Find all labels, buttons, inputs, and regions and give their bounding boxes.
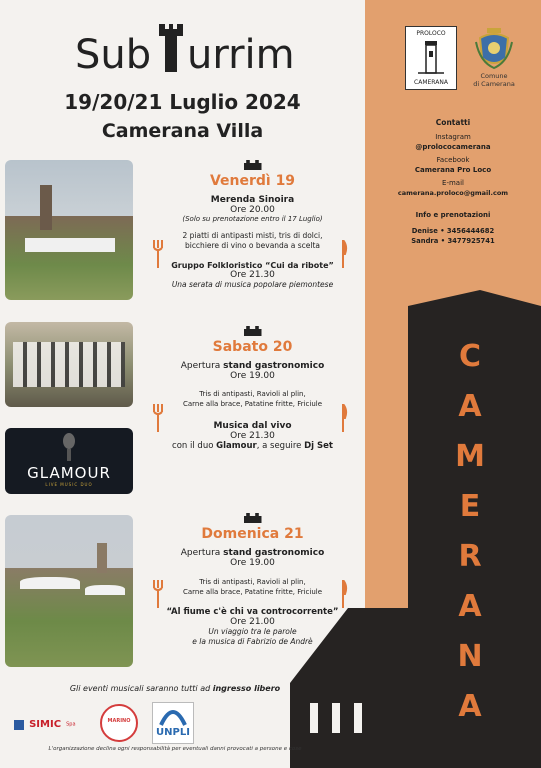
event-title bbox=[75, 32, 305, 82]
free-entry-bold: ingresso libero bbox=[212, 684, 281, 693]
sunday-event2-title: “Al fiume c'è chi va controcorrente” bbox=[166, 607, 339, 617]
glamour-text: GLAMOUR bbox=[27, 464, 111, 482]
fork-icon bbox=[153, 580, 163, 608]
fork-icon bbox=[153, 404, 163, 432]
glamour-logo bbox=[5, 428, 133, 494]
sunday-event2-time: Ore 21.00 bbox=[230, 617, 275, 627]
knife-icon bbox=[338, 404, 348, 432]
friday-photo bbox=[5, 160, 133, 300]
vertical-letter: R bbox=[458, 539, 482, 574]
saturday-event1-title-a: Apertura bbox=[180, 361, 221, 371]
contact-sandra[interactable]: Sandra • 3477925741 bbox=[411, 237, 495, 245]
saturday-menu bbox=[140, 389, 365, 409]
saturday-section bbox=[140, 326, 365, 451]
sunday-event1-title-b: stand gastronomico bbox=[223, 548, 325, 558]
vertical-letter: M bbox=[455, 439, 485, 474]
friday-day: Venerdì 19 bbox=[209, 173, 296, 189]
umbrella-shape bbox=[20, 577, 80, 589]
menu-line: Carne alla brace, Patatine fritte, Friciule bbox=[182, 588, 323, 596]
title-tower-icon bbox=[157, 24, 185, 76]
tent-shape bbox=[25, 238, 115, 252]
facebook-label: Facebook bbox=[436, 156, 470, 164]
comune-line-1: Comune bbox=[480, 72, 508, 80]
sunday-event2-note bbox=[140, 627, 365, 647]
comune-label bbox=[466, 72, 522, 88]
sunday-section bbox=[140, 513, 365, 647]
email-label: E-mail bbox=[442, 179, 464, 187]
saturday-event1-time: Ore 19.00 bbox=[230, 371, 275, 381]
line-part: , a seguire bbox=[256, 441, 302, 451]
title-part-1: Sub bbox=[75, 32, 152, 78]
unpli-icon bbox=[159, 705, 187, 727]
free-entry-text: Gli eventi musicali saranno tutti ad bbox=[69, 684, 211, 693]
saturday-day: Sabato 20 bbox=[212, 339, 293, 355]
title-part-2: urrim bbox=[187, 32, 295, 78]
tower-shape bbox=[40, 185, 52, 230]
sponsor-unpli bbox=[152, 702, 194, 744]
friday-section bbox=[140, 160, 365, 289]
sponsor-simic-suffix: Spa bbox=[66, 721, 76, 728]
contact-denise[interactable]: Denise • 3456444682 bbox=[411, 227, 495, 235]
menu-line: Carne alla brace, Patatine fritte, Friciule bbox=[182, 400, 323, 408]
sunday-event1-title bbox=[140, 548, 365, 558]
line-part: con il duo bbox=[172, 441, 214, 451]
saturday-event2-title: Musica dal vivo bbox=[213, 421, 292, 431]
simic-icon bbox=[14, 720, 24, 730]
tower-icon bbox=[244, 513, 262, 523]
comune-line-2: di Camerana bbox=[473, 80, 515, 88]
proloco-logo-bottom: CAMERANA bbox=[414, 79, 448, 86]
vertical-letter: C bbox=[458, 339, 482, 374]
sponsor-marino-name: MARINO bbox=[107, 718, 131, 724]
saturday-photo bbox=[5, 322, 133, 407]
proloco-logo bbox=[405, 26, 457, 90]
line-part-bold: Dj Set bbox=[304, 441, 333, 451]
sponsor-simic-name: SIMIC bbox=[29, 719, 62, 730]
friday-event2-note: Una serata di musica popolare piemontese bbox=[171, 280, 334, 289]
comune-logo bbox=[470, 28, 518, 90]
instagram-label: Instagram bbox=[435, 133, 471, 141]
contacts-block bbox=[365, 118, 541, 246]
glamour-subtext: LIVE MUSIC DUO bbox=[45, 482, 93, 487]
proloco-logo-top: PROLOCO bbox=[416, 30, 446, 37]
note-line: e la musica di Fabrizio de Andrè bbox=[192, 637, 313, 646]
friday-event1-note: (Solo su prenotazione entro il 17 Luglio) bbox=[182, 215, 323, 223]
sponsor-unpli-name: UNPLI bbox=[156, 727, 190, 738]
menu-line: Tris di antipasti, Ravioli al plin, bbox=[199, 578, 306, 586]
sunday-photo bbox=[5, 515, 133, 667]
menu-line: bicchiere di vino o bevanda a scelta bbox=[184, 241, 321, 250]
crest-icon bbox=[474, 28, 514, 70]
knife-icon bbox=[338, 240, 348, 268]
free-entry-note bbox=[0, 684, 350, 693]
microphone-icon bbox=[59, 433, 79, 463]
vertical-letter: E bbox=[459, 489, 481, 524]
disclaimer: L'organizzazione declina ogni responsabilità per eventuali danni provocati a persone e cose bbox=[48, 746, 302, 752]
friday-menu bbox=[140, 231, 365, 251]
friday-event1-time: Ore 20.00 bbox=[230, 205, 275, 215]
sunday-event1-time: Ore 19.00 bbox=[230, 558, 275, 568]
fork-icon bbox=[153, 240, 163, 268]
tower-icon bbox=[418, 39, 444, 75]
folk-group-shape bbox=[13, 342, 125, 387]
vertical-letter: A bbox=[458, 689, 482, 724]
saturday-event2-time: Ore 21.30 bbox=[230, 431, 275, 441]
menu-line: Tris di antipasti, Ravioli al plin, bbox=[199, 390, 306, 398]
umbrella-shape bbox=[85, 585, 125, 595]
event-dates: 19/20/21 Luglio 2024 bbox=[64, 90, 301, 114]
facebook-handle[interactable]: Camerana Pro Loco bbox=[414, 166, 492, 174]
instagram-handle[interactable]: @prolococamerana bbox=[415, 143, 491, 151]
tower-icon bbox=[244, 160, 262, 170]
info-title: Info e prenotazioni bbox=[415, 211, 491, 219]
sponsor-marino bbox=[100, 704, 138, 742]
line-part-bold: Glamour bbox=[216, 441, 257, 451]
sunday-menu bbox=[140, 577, 365, 597]
friday-event1-title: Merenda Sinoira bbox=[210, 195, 295, 205]
saturday-event2-line bbox=[140, 441, 365, 451]
vertical-letter: A bbox=[458, 589, 482, 624]
event-location: Camerana Villa bbox=[101, 120, 264, 142]
sunday-event1-title-a: Apertura bbox=[180, 548, 221, 558]
contacts-title: Contatti bbox=[435, 118, 471, 127]
friday-event2-title: Gruppo Folkloristico “Cui da ribote” bbox=[171, 261, 334, 270]
sunday-day: Domenica 21 bbox=[201, 526, 304, 542]
note-line: Un viaggio tra le parole bbox=[208, 627, 297, 636]
vertical-letter: A bbox=[458, 389, 482, 424]
bell-tower-shape bbox=[97, 543, 107, 573]
saturday-event1-title bbox=[140, 361, 365, 371]
vertical-letter: N bbox=[457, 639, 483, 674]
email-value[interactable]: camerana.proloco@gmail.com bbox=[397, 189, 509, 197]
saturday-event1-title-b: stand gastronomico bbox=[223, 361, 325, 371]
tower-icon bbox=[244, 326, 262, 336]
friday-event2-time: Ore 21.30 bbox=[230, 270, 275, 280]
knife-icon bbox=[338, 580, 348, 608]
sponsor-simic bbox=[14, 714, 76, 730]
vertical-camerana bbox=[445, 332, 495, 732]
menu-line: 2 piatti di antipasti misti, tris di dolci, bbox=[182, 231, 323, 240]
